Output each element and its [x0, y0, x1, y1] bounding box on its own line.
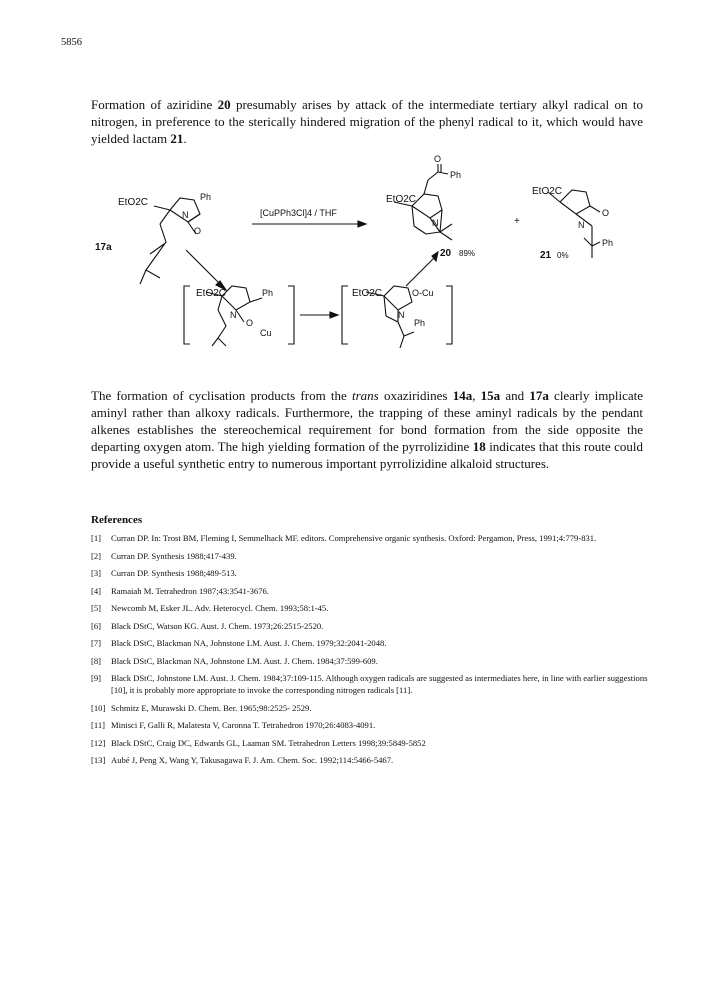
scheme-text: N [398, 310, 405, 320]
scheme-text: O [602, 208, 610, 218]
scheme-text: O-Cu [412, 288, 434, 298]
reference-item: [5] Newcomb M, Esker JL. Adv. Heterocycl. Chem. 1993;58:1-45. [91, 603, 329, 613]
compound-ref: 15a [480, 388, 501, 403]
compound-ref: 20 [217, 97, 231, 112]
reference-item: [11] Minisci F, Galli R, Malatesta V, Caronna T. Tetrahedron 1970;26:4083-4091. [91, 720, 376, 730]
reference-item: [4] Ramaiah M. Tetrahedron 1987;43:3541-3676. [91, 585, 269, 596]
reference-item: [3] Curran DP. Synthesis 1988;489-513. [91, 568, 237, 578]
scheme-text: Ph [200, 192, 212, 202]
yield-label: 89% [459, 249, 476, 258]
scheme-text: Ph [414, 318, 426, 328]
reference-item: [7] Black DStC, Blackman NA, Johnstone LM. Aust. J. Chem. 1979;32:2041-2048. [91, 638, 387, 648]
compound-ref: 21 [170, 131, 184, 146]
compound-ref: 14a [452, 388, 473, 403]
scheme-text: EtO2C [196, 288, 227, 299]
reagent-label: [CuPPh3Cl]4 / THF [260, 208, 337, 218]
scheme-text: EtO2C [118, 197, 149, 208]
scheme-text: EtO2C [386, 194, 417, 205]
compound-ref: 18 [472, 439, 486, 454]
scheme-text: EtO2C [532, 186, 563, 197]
reference-item: [8] Black DStC, Blackman NA, Johnstone LM. Aust. J. Chem. 1984;37:599-609. [91, 655, 378, 666]
scheme-text: O [194, 226, 202, 236]
scheme-text: Cu [260, 328, 272, 338]
reference-item: [1] Curran DP. In: Trost BM, Fleming I, Semmelhack MF. editors. Comprehensive organic synthesis. Oxford: Pergamon, Press, 1991;4:779-831. [91, 533, 597, 543]
paragraph-aziridine-formation: Formation of aziridine 20 presumably arises by attack of the intermediate tertiary alkyl radical on to nitrogen, in preference to the sterically hindered migration of the phenyl radical to it, which would have yielded lactam 21. [91, 97, 644, 146]
reaction-scheme [0, 150, 720, 375]
compound-label-20: 20 [440, 248, 452, 259]
scheme-text: Ph [262, 288, 274, 298]
page-number: 5856 [61, 37, 82, 48]
references-list [91, 532, 651, 772]
compound-ref: 17a [529, 388, 549, 403]
references-heading: References [91, 514, 143, 526]
reference-item: [10] Schmitz E, Murawski D. Chem. Ber. 1965;98:2525- 2529. [91, 702, 312, 713]
reference-item: [9] Black DStC, Johnstone LM. Aust. J. Chem. 1984;37:109-115. Although oxygen radicals are suggested as intermediates here, in line with earlier suggestions [10], it is probably more appropriate to invoke the corresponding nitrogen radicals [11]. [91, 673, 648, 695]
plus-sign: + [514, 216, 520, 227]
scheme-text: O [246, 318, 254, 328]
scheme-text: O [434, 154, 442, 164]
compound-label-17a: 17a [95, 242, 112, 253]
scheme-text: Ph [450, 170, 462, 180]
scheme-text: EtO2C [352, 288, 383, 299]
reference-item: [6] Black DStC, Watson KG. Aust. J. Chem. 1973;26:2515-2520. [91, 620, 324, 631]
scheme-text: Ph [602, 238, 614, 248]
scheme-text: N [578, 220, 585, 230]
scheme-text: N [182, 210, 189, 220]
scheme-text: N [230, 310, 237, 320]
scheme-text: N [432, 218, 439, 228]
reference-item: [12] Black DStC, Craig DC, Edwards GL, Laaman SM. Tetrahedron Letters 1998;39:5849-5852 [91, 737, 426, 748]
yield-label: 0% [557, 251, 569, 260]
reference-item: [13] Aubé J, Peng X, Wang Y, Takusagawa F. J. Am. Chem. Soc. 1992;114:5466-5467. [91, 755, 394, 765]
compound-label-21: 21 [540, 250, 552, 261]
reference-item: [2] Curran DP. Synthesis 1988;417-439. [91, 550, 237, 561]
paragraph-cyclisation: The formation of cyclisation products from the trans oxaziridines 14a, 15a and 17a clearly implicate aminyl rather than alkoxy radicals. Furthermore, the trapping of these aminyl radicals by the pendant alkenes establishes the stereochemical requirement for bond formation from the side opposite the departing oxygen atom. The high yielding formation of the pyrrolizidine 18 indicates that this route could provide a useful synthetic entry to numerous important pyrrolizidine alkaloid structures. [91, 388, 644, 471]
